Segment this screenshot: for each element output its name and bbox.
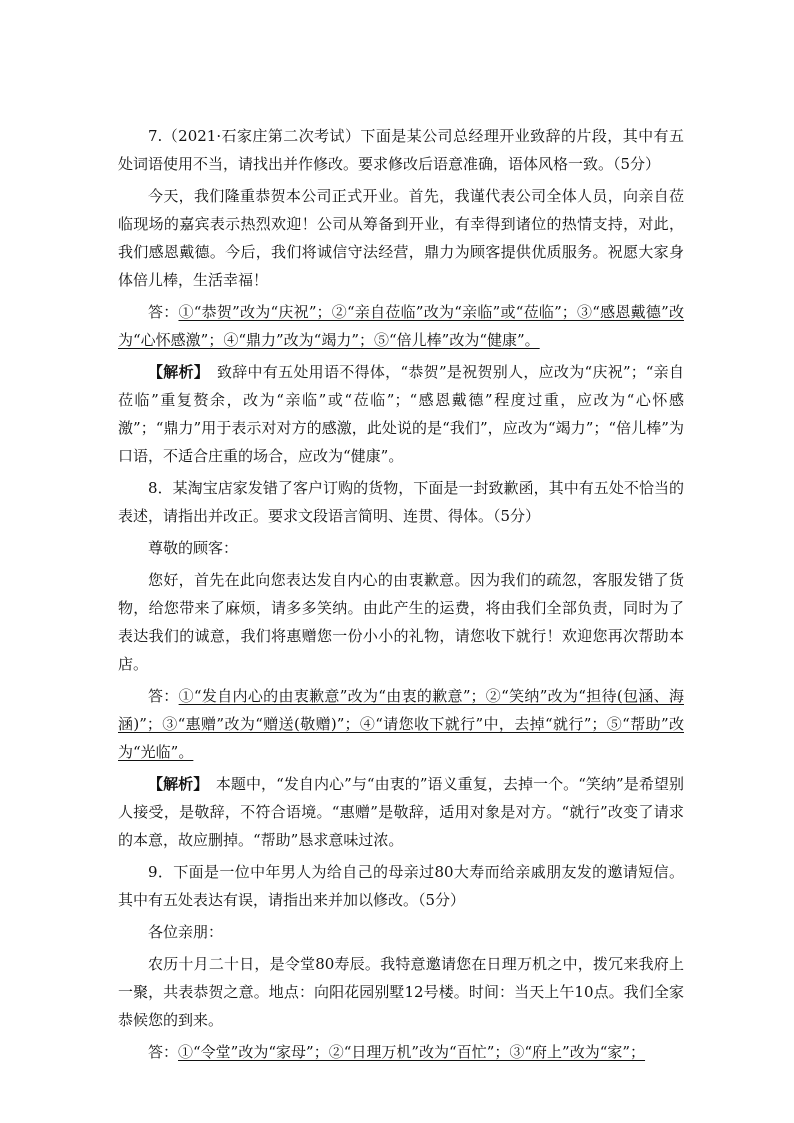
document-page xyxy=(118,122,684,1070)
question-7-stem: 7.（2021·石家庄第二次考试）下面是某公司总经理开业致辞的片段，其中有五处词语使用不当，请找出并作修改。要求修改后语意准确，语体风格一致。（5分） xyxy=(118,127,684,173)
analysis-label: 【解析】 xyxy=(148,775,201,793)
question-8-passage: 您好，首先在此向您表达发自内心的由衷歉意。因为我们的疏忽，客服发错了货物，给您带来了麻烦，请多多笑纳。由此产生的运费，将由我们全部负责，同时为了表达我们的诚意，我们将惠赠您一份小小的礼物，请您收下就行！欢迎您再次帮助本店。 xyxy=(118,571,684,673)
question-8-stem: 8．某淘宝店家发错了客户订购的货物，下面是一封致歉函，其中有五处不恰当的表述，请指出并改正。要求文段语言简明、连贯、得体。（5分） xyxy=(118,479,684,525)
question-7-passage: 今天，我们隆重恭贺本公司正式开业。首先，我谨代表公司全体人员，向亲自莅临现场的嘉宾表示热烈欢迎！公司从筹备到开业，有幸得到诸位的热情支持，对此，我们感恩戴德。今后，我们将诚信守法经营，鼎力为顾客提供优质服务。祝愿大家身体倍儿棒，生活幸福！ xyxy=(118,187,684,289)
answer-prefix: 答： xyxy=(148,687,179,705)
question-9-stem: 9．下面是一位中年男人为给自己的母亲过80大寿而给亲戚朋友发的邀请短信。其中有五处表达有误，请指出来并加以修改。（5分） xyxy=(118,863,684,909)
question-8-answer xyxy=(118,682,684,766)
question-7-answer xyxy=(118,298,684,354)
answer-text: ①“令堂”改为“家母”；②“日理万机”改为“百忙”；③“府上”改为“家”； xyxy=(178,1043,646,1061)
analysis-label: 【解析】 xyxy=(148,363,202,381)
analysis-text: 本题中，“发自内心”与“由衷的”语义重复，去掉一个。“笑纳”是希望别人接受，是敬辞，不符合语境。“惠赠”是敬辞，适用对象是对方。“就行”改变了请求的本意，故应删掉。“帮助”恳求意味过浓。 xyxy=(118,775,684,849)
question-7-analysis xyxy=(118,358,684,470)
question-8-salutation: 尊敬的顾客： xyxy=(148,539,239,557)
answer-prefix: 答： xyxy=(148,303,179,321)
analysis-text: 致辞中有五处用语不得体，“恭贺”是祝贺别人，应改为“庆祝”；“亲自莅临”重复赘余，改为“亲临”或“莅临”；“感恩戴德”程度过重，应改为“心怀感激”；“鼎力”用于表示对对方的感激，此处说的是“我们”，应改为“竭力”；“倍儿棒”为口语，不适合庄重的场合，应改为“健康”。 xyxy=(118,363,684,465)
question-9-answer xyxy=(118,1038,684,1066)
question-9-passage: 农历十月二十日，是令堂80寿辰。我特意邀请您在日理万机之中，拨冗来我府上一聚，共表恭贺之意。地点：向阳花园别墅12号楼。时间：当天上午10点。我们全家恭候您的到来。 xyxy=(118,955,684,1029)
answer-text: ①“发自内心的由衷歉意”改为“由衷的歉意”；②“笑纳”改为“担待(包涵、海涵)”；③“惠赠”改为“赠送(敬赠)”；④“请您收下就行”中，去掉“就行”；⑤“帮助”改为“光临”。 xyxy=(118,687,684,761)
question-9-salutation: 各位亲朋： xyxy=(148,923,224,941)
answer-text: ①“恭贺”改为“庆祝”；②“亲自莅临”改为“亲临”或“莅临”；③“感恩戴德”改为“心怀感激”；④“鼎力”改为“竭力”；⑤“倍儿棒”改为“健康”。 xyxy=(118,303,684,349)
question-8-analysis xyxy=(118,770,684,854)
answer-prefix: 答： xyxy=(148,1043,179,1061)
